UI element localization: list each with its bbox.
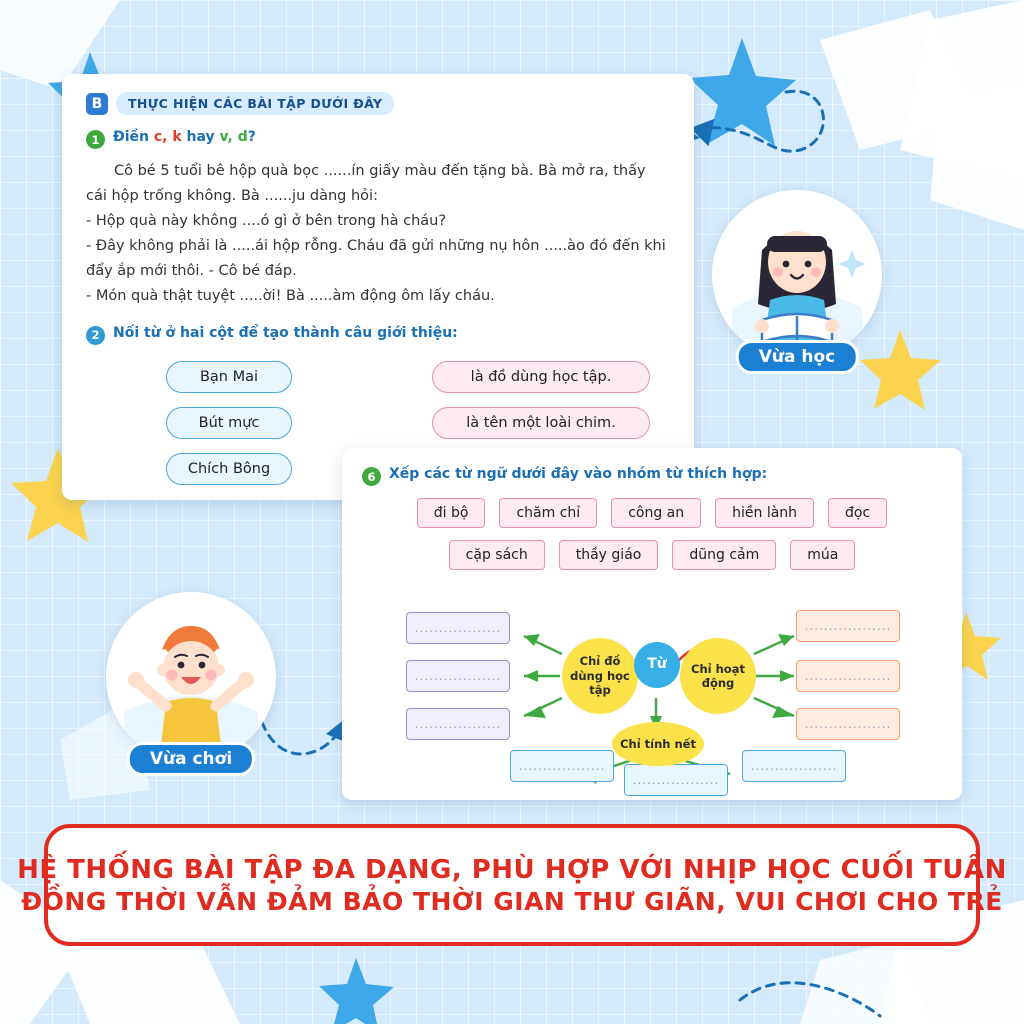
answer-blank-left[interactable]: .................. (406, 708, 510, 740)
matching-left-column (166, 361, 292, 485)
question-1-prompt (113, 129, 256, 145)
worksheet-card-bottom (342, 448, 962, 800)
match-right-item[interactable]: là đồ dùng học tập. (432, 361, 650, 393)
word-chip[interactable]: thầy giáo (559, 540, 659, 570)
node-center-tu: Từ (634, 642, 680, 688)
word-bank-row-2 (362, 540, 942, 570)
question-6-prompt: Xếp các từ ngữ dưới đây vào nhóm từ thích hợp: (389, 466, 768, 482)
match-left-item[interactable]: Bạn Mai (166, 361, 292, 393)
mascot-study (712, 190, 882, 367)
q1-line-1: Cô bé 5 tuổi bê hộp quà bọc ......ín giấy màu đến tặng bà. Bà mở ra, thấy cái hộp trống không. Bà ......ju dàng hỏi: (86, 163, 646, 204)
answer-blank-right[interactable]: .................. (796, 660, 900, 692)
banner-line-1: HỆ THỐNG BÀI TẬP ĐA DẠNG, PHÙ HỢP VỚI NHỊP HỌC CUỐI TUẦN (17, 854, 1007, 885)
match-left-item[interactable]: Bút mực (166, 407, 292, 439)
question-2-prompt: Nối từ ở hai cột để tạo thành câu giới thiệu: (113, 324, 458, 341)
answer-blank-bottom[interactable]: .................. (742, 750, 846, 782)
worksheet-card-top (62, 74, 694, 500)
mascot-study-circle (712, 190, 882, 360)
word-chip[interactable]: múa (790, 540, 855, 570)
word-chip[interactable]: đi bộ (417, 498, 486, 528)
q1-prompt-letters-ck: c, k (153, 129, 182, 145)
question-1-number: 1 (86, 130, 105, 149)
question-1-body (86, 159, 670, 309)
word-chip[interactable]: dũng cảm (672, 540, 776, 570)
word-bank-row-1 (362, 498, 942, 528)
node-do-dung-hoc-tap: Chỉ đồ dùng học tập (562, 638, 638, 714)
banner-line-2: ĐỒNG THỜI VẪN ĐẢM BẢO THỜI GIAN THƯ GIÃN, VUI CHƠI CHO TRẺ (21, 886, 1003, 916)
match-left-item[interactable]: Chích Bông (166, 453, 292, 485)
q1-prompt-mid: hay (181, 129, 220, 145)
word-chip[interactable]: cặp sách (449, 540, 545, 570)
match-right-item[interactable]: là tên một loài chim. (432, 407, 650, 439)
question-6-header (362, 466, 942, 486)
mascot-play-circle (106, 592, 276, 762)
question-2-number: 2 (86, 326, 105, 345)
answer-blank-bottom[interactable]: .................. (624, 764, 728, 796)
node-tinh-net: Chỉ tính nết (612, 722, 704, 766)
mascot-play (106, 592, 276, 769)
girl-reading-illustration (712, 190, 882, 360)
q1-line-3: - Đây không phải là .....ái hộp rỗng. Cháu đã gửi những nụ hôn .....ào đó đến khi đẩy ắp mới thôi. - Cô bé đáp. (86, 237, 666, 279)
bottom-banner (17, 824, 1007, 946)
q1-prompt-prefix: Điền (113, 129, 154, 145)
q1-line-2: - Hộp quà này không ....ó gì ở bên trong hà cháu? (86, 212, 447, 229)
section-badge: B (86, 93, 108, 115)
node-hoat-dong: Chỉ hoạt động (680, 638, 756, 714)
boy-cheering-illustration (106, 592, 276, 762)
q1-line-4: - Món quà thật tuyệt .....ời! Bà .....àm động ôm lấy cháu. (86, 287, 495, 304)
q1-prompt-suffix: ? (247, 129, 256, 145)
word-chip[interactable]: chăm chỉ (499, 498, 597, 528)
word-chip[interactable]: hiền lành (715, 498, 814, 528)
question-6-number: 6 (362, 467, 381, 486)
word-chip[interactable]: đọc (828, 498, 887, 528)
section-header (86, 92, 670, 115)
answer-blank-left[interactable]: .................. (406, 612, 510, 644)
word-chip[interactable]: công an (611, 498, 701, 528)
answer-blank-bottom[interactable]: .................. (510, 750, 614, 782)
q1-prompt-letters-vd: v, d (219, 129, 248, 145)
answer-blank-left[interactable]: .................. (406, 660, 510, 692)
answer-blank-right[interactable]: .................. (796, 708, 900, 740)
mascot-study-label: Vừa học (736, 340, 859, 374)
word-sorting-diagram (362, 580, 942, 785)
question-1-header (86, 129, 670, 149)
mascot-play-label: Vừa chơi (127, 742, 255, 776)
question-2-header (86, 325, 670, 345)
answer-blank-right[interactable]: .................. (796, 610, 900, 642)
section-title: THỰC HIỆN CÁC BÀI TẬP DƯỚI ĐÂY (116, 92, 394, 115)
